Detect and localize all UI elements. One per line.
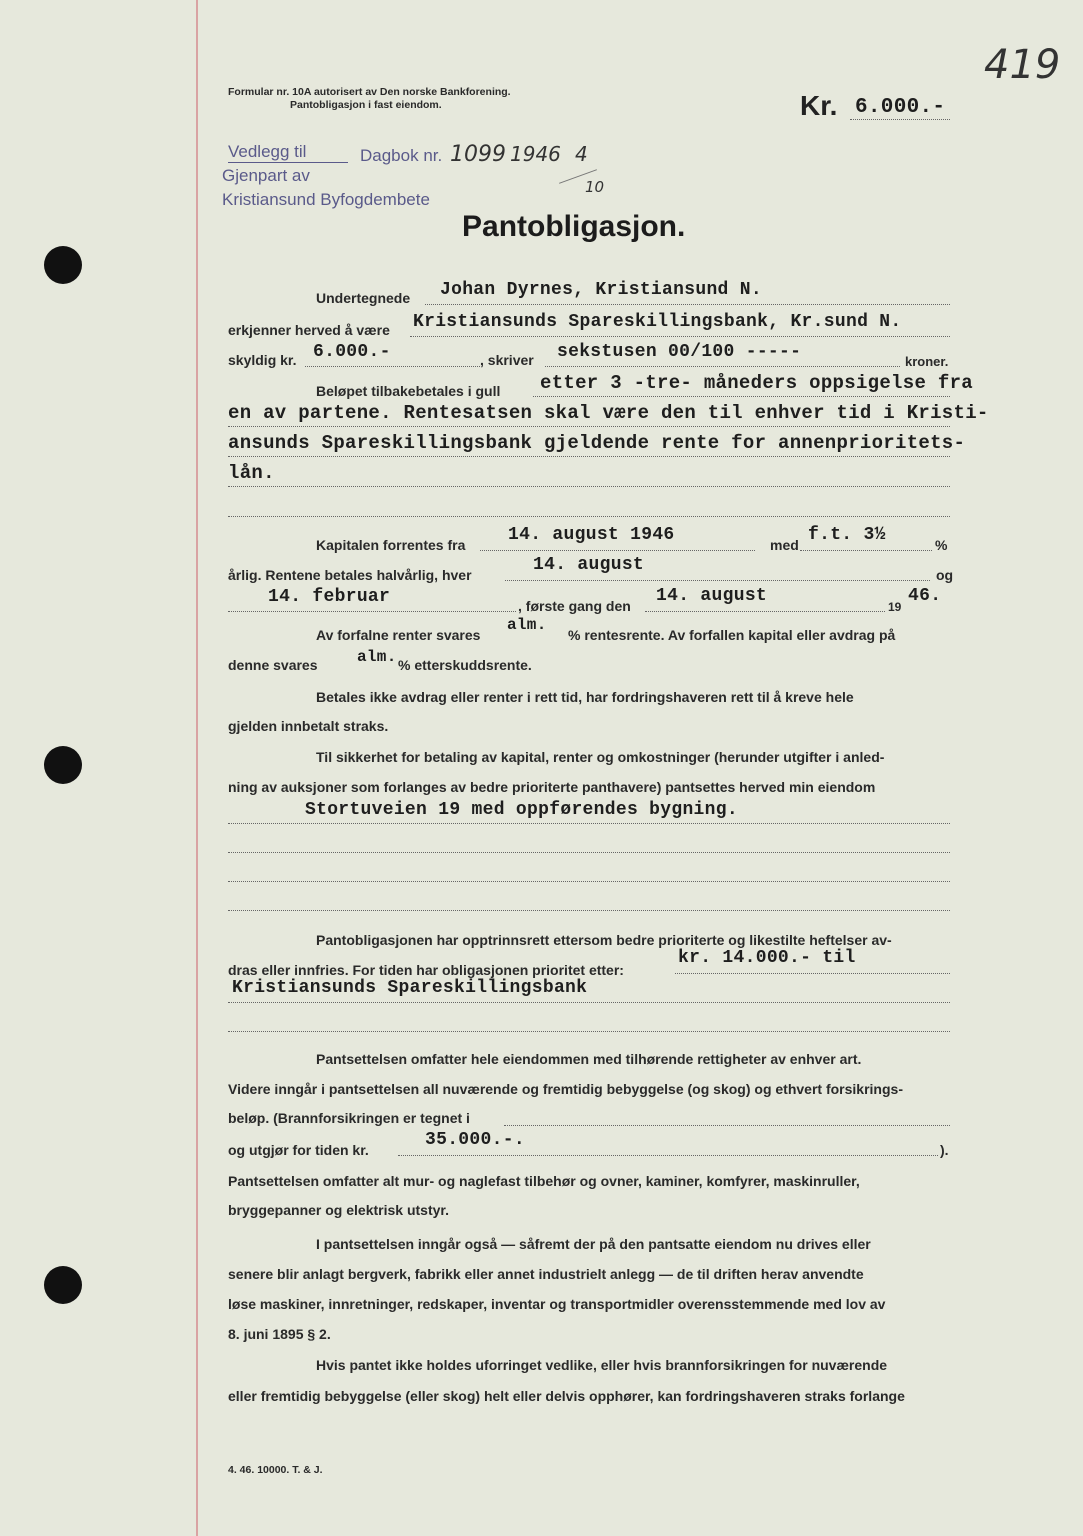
- field-line: [305, 366, 480, 367]
- field-line: [800, 550, 932, 551]
- field-line: [228, 881, 950, 882]
- belopet-value: etter 3 -tre- måneders oppsigelse fra: [540, 372, 973, 394]
- field-line: [228, 1002, 950, 1003]
- field-line: [425, 304, 950, 305]
- p-murfast-2: bryggepanner og elektrisk utstyr.: [228, 1202, 449, 1218]
- field-line: [228, 611, 516, 612]
- undertegnede-value: Johan Dyrnes, Kristiansund N.: [440, 280, 762, 300]
- stamp-gjenpart: Gjenpart av: [222, 166, 310, 185]
- skriver-value: sekstusen 00/100 -----: [557, 342, 802, 362]
- denne-label: denne svares: [228, 657, 318, 673]
- p-opptrinn-2: dras eller innfries. For tiden har obligasjonen prioritet etter:: [228, 962, 624, 978]
- skriver-label: , skriver: [480, 352, 534, 368]
- page-number: 419: [984, 42, 1061, 88]
- stamp-vedlegg: Vedlegg til: [228, 142, 307, 161]
- forfalne-rest: % rentesrente. Av forfallen kapital eller avdrag på: [568, 627, 896, 643]
- p-betales-2: gjelden innbetalt straks.: [228, 718, 389, 734]
- percent-sign: %: [935, 537, 948, 553]
- erkjenner-label: erkjenner herved å være: [228, 322, 390, 338]
- kroner-label: kroner.: [905, 354, 949, 369]
- eiendom-value: Stortuveien 19 med oppførendes bygning.: [305, 800, 738, 820]
- kapital-value: 14. august 1946: [508, 525, 675, 545]
- p-omfatter-1: Pantsettelsen omfatter hele eiendommen med tilhørende rettigheter av enhver art.: [316, 1051, 862, 1067]
- field-line: [533, 396, 950, 397]
- forste-label: , første gang den: [518, 598, 631, 614]
- form-type: Pantobligasjon i fast eiendom.: [290, 99, 442, 111]
- field-line: [228, 426, 950, 427]
- field-line: [228, 823, 950, 824]
- field-line: [228, 456, 950, 457]
- p-sikkerhet-1: Til sikkerhet for betaling av kapital, renter og omkostninger (herunder utgifter i anled-: [316, 749, 885, 765]
- field-line: [410, 336, 950, 337]
- field-line: [228, 1031, 950, 1032]
- year-suffix: 46.: [908, 586, 942, 606]
- kapital-label: Kapitalen forrentes fra: [316, 537, 466, 553]
- prioritet-value-2: Kristiansunds Spareskillingsbank: [232, 978, 588, 998]
- field-line: [228, 516, 950, 517]
- field-line: [228, 486, 950, 487]
- p-murfast-1: Pantsettelsen omfatter alt mur- og naglefast tilbehør og ovner, kaminer, komfyrer, maskinruller,: [228, 1173, 860, 1189]
- denne-rest: % etterskuddsrente.: [398, 657, 532, 673]
- forste-value: 14. august: [656, 586, 768, 606]
- med-label: med: [770, 537, 799, 553]
- kr-label: Kr.: [800, 90, 838, 121]
- stamp-strike: [228, 162, 348, 163]
- dagbok-number: 1099: [450, 142, 506, 167]
- p-omfatter-4-end: ).: [940, 1142, 949, 1158]
- belopet-line4: lån.: [228, 462, 275, 484]
- denne-value: alm.: [357, 648, 397, 666]
- og-label: og: [936, 567, 954, 583]
- field-line: [505, 580, 930, 581]
- print-footer: 4. 46. 10000. T. & J.: [228, 1464, 323, 1476]
- p-sikkerhet-2: ning av auksjoner som forlanges av bedre prioriterte panthavere) pantsettes herved min eiendom: [228, 779, 876, 795]
- p-vedlike-1: Hvis pantet ikke holdes uforringet vedlike, eller hvis brannforsikringen for nuværende: [316, 1357, 888, 1373]
- brann-value: 35.000.-.: [425, 1130, 525, 1150]
- p-bergverk-3: løse maskiner, innretninger, redskaper, inventar og transportmidler overensstemmende med lov av: [228, 1296, 886, 1312]
- second-date: 14. februar: [268, 587, 391, 607]
- p-betales-1: Betales ikke avdrag eller renter i rett tid, har fordringshaveren rett til å kreve hele: [316, 689, 854, 705]
- forfalne-label: Av forfalne renter svares: [316, 627, 481, 643]
- p-bergverk-1: I pantsettelsen inngår også — såfremt der på den pantsatte eiendom nu drives eller: [316, 1236, 871, 1252]
- field-line: [228, 910, 950, 911]
- stamp-dagbok-label: Dagbok nr.: [360, 146, 443, 165]
- punch-hole: [44, 246, 82, 284]
- field-line: [228, 852, 950, 853]
- kr-underline: [850, 119, 950, 120]
- stamp-office: Kristiansund Byfogdembete: [222, 190, 430, 209]
- skyldig-value: 6.000.-: [313, 342, 391, 362]
- p-bergverk-2: senere blir anlagt bergverk, fabrikk eller annet industrielt anlegg — de til driften herav anvendte: [228, 1266, 864, 1282]
- field-line: [398, 1155, 938, 1156]
- page-title: Pantobligasjon.: [462, 210, 686, 243]
- p-opptrinn-1: Pantobligasjonen har opptrinnsrett ettersom bedre prioriterte og likestilte heftelser av-: [316, 932, 892, 948]
- p-omfatter-4: og utgjør for tiden kr.: [228, 1142, 369, 1158]
- dagbok-year: 1946: [510, 142, 561, 166]
- undertegnede-label: Undertegnede: [316, 290, 411, 306]
- arlig-label: årlig. Rentene betales halvårlig, hver: [228, 567, 472, 583]
- med-value: f.t. 3½: [808, 525, 886, 545]
- dagbok-day: 4: [575, 142, 588, 166]
- p-omfatter-3: beløp. (Brannforsikringen er tegnet i: [228, 1110, 470, 1126]
- belopet-label: Beløpet tilbakebetales i gull: [316, 383, 501, 399]
- punch-hole: [44, 1266, 82, 1304]
- field-line: [504, 1125, 950, 1126]
- field-line: [675, 973, 950, 974]
- belopet-line3: ansunds Spareskillingsbank gjeldende rente for annenprioritets-: [228, 432, 966, 454]
- field-line: [480, 550, 755, 551]
- p-vedlike-2: eller fremtidig bebyggelse (eller skog) helt eller delvis opphører, kan fordringshaveren straks forlange: [228, 1388, 905, 1404]
- arlig-value: 14. august: [533, 555, 645, 575]
- year-prefix: 19: [888, 600, 902, 614]
- belopet-line2: en av partene. Rentesatsen skal være den til enhver tid i Kristi-: [228, 402, 989, 424]
- erkjenner-value: Kristiansunds Spareskillingsbank, Kr.sund N.: [413, 312, 902, 332]
- form-authorization: Formular nr. 10A autorisert av Den norske Bankforening.: [228, 86, 511, 98]
- skyldig-label: skyldig kr.: [228, 352, 297, 368]
- punch-hole: [44, 746, 82, 784]
- p-bergverk-4: 8. juni 1895 § 2.: [228, 1326, 331, 1342]
- p-omfatter-2: Videre inngår i pantsettelsen all nuværende og fremtidig bebyggelse (og skog) og ethvert forsikrings-: [228, 1081, 903, 1097]
- field-line: [545, 366, 900, 367]
- dagbok-month: 10: [585, 178, 605, 196]
- kr-amount: 6.000.-: [855, 96, 946, 119]
- margin-rule: [196, 0, 198, 1536]
- prioritet-value-1: kr. 14.000.- til: [678, 948, 856, 968]
- field-line: [645, 611, 885, 612]
- forfalne-value: alm.: [507, 616, 547, 634]
